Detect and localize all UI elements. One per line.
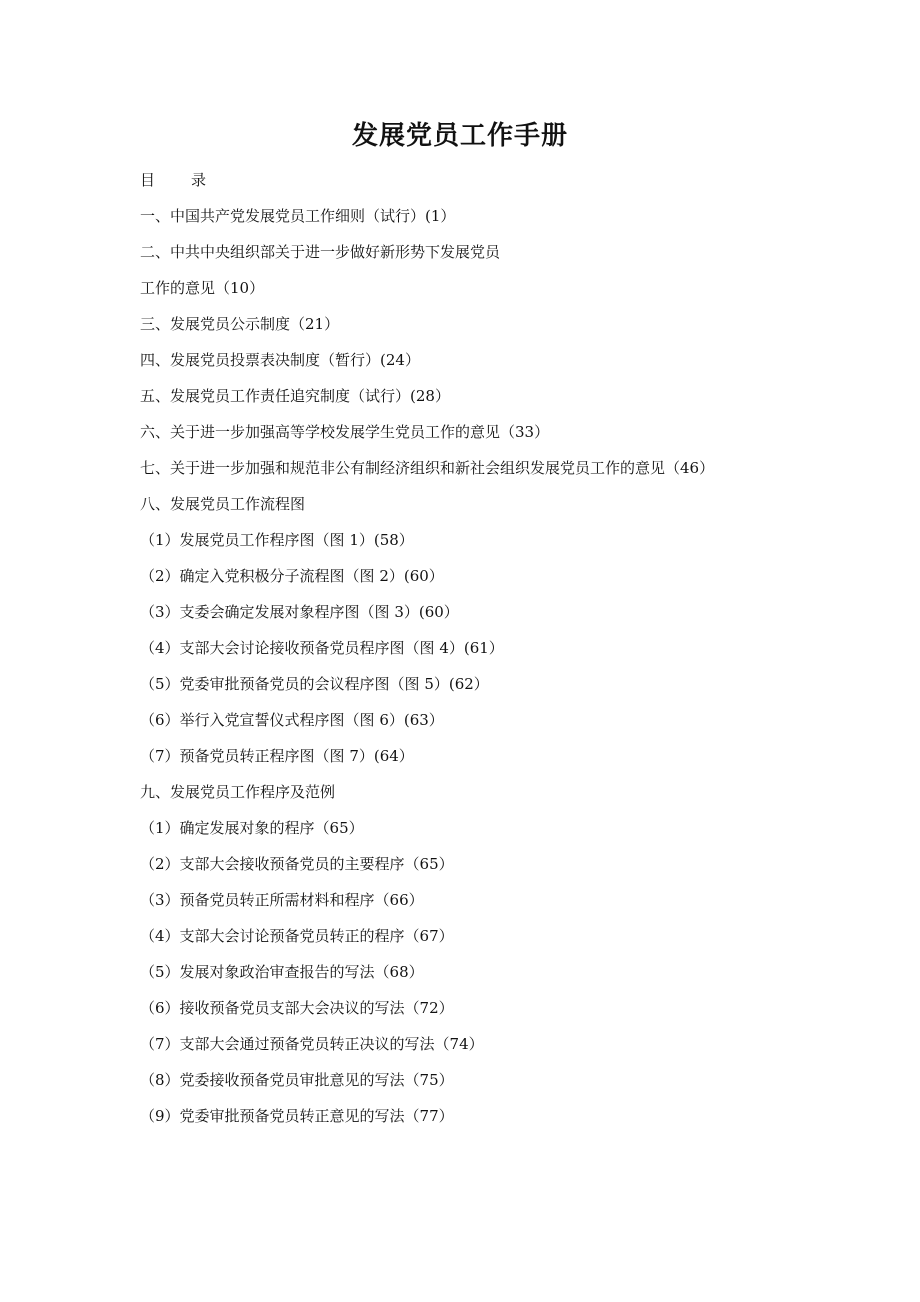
toc-subentry: （2）确定入党积极分子流程图（图 2）(60）: [140, 567, 444, 585]
toc-entry: 八、发展党员工作流程图: [140, 495, 306, 513]
table-of-contents: [140, 162, 820, 1134]
toc-heading: [140, 162, 820, 198]
toc-subentry: （3）预备党员转正所需材料和程序（66）: [140, 891, 424, 909]
toc-entry: 二、中共中央组织部关于进一步做好新形势下发展党员: [140, 243, 501, 261]
toc-entry: 一、中国共产党发展党员工作细则（试行）(1）: [140, 207, 456, 225]
document-title: 发展党员工作手册: [351, 121, 568, 151]
toc-subentry: （5）发展对象政治审查报告的写法（68）: [140, 963, 424, 981]
toc-entry: 七、关于进一步加强和规范非公有制经济组织和新社会组织发展党员工作的意见（46）: [140, 459, 715, 477]
toc-subentry: （4）支部大会讨论接收预备党员程序图（图 4）(61）: [140, 639, 504, 657]
toc-subentry: （1）发展党员工作程序图（图 1）(58）: [140, 531, 414, 549]
toc-entry: 六、关于进一步加强高等学校发展学生党员工作的意见（33）: [140, 423, 550, 441]
toc-entry: 九、发展党员工作程序及范例: [140, 783, 336, 801]
toc-subentry: （1）确定发展对象的程序（65）: [140, 819, 364, 837]
toc-subentry: （4）支部大会讨论预备党员转正的程序（67）: [140, 927, 454, 945]
toc-subentry: （7）支部大会通过预备党员转正决议的写法（74）: [140, 1035, 484, 1053]
toc-subentry: （8）党委接收预备党员审批意见的写法（75）: [140, 1071, 454, 1089]
toc-heading-part1: 目: [140, 171, 156, 189]
toc-entry: 四、发展党员投票表决制度（暂行）(24）: [140, 351, 420, 369]
toc-subentry: （5）党委审批预备党员的会议程序图（图 5）(62）: [140, 675, 489, 693]
toc-subentry: （7）预备党员转正程序图（图 7）(64）: [140, 747, 414, 765]
toc-heading-part2: 录: [191, 171, 207, 189]
toc-subentry: （9）党委审批预备党员转正意见的写法（77）: [140, 1107, 454, 1125]
toc-subentry: （3）支委会确定发展对象程序图（图 3）(60）: [140, 603, 459, 621]
toc-subentry: （6）接收预备党员支部大会决议的写法（72）: [140, 999, 454, 1017]
toc-subentry: （2）支部大会接收预备党员的主要程序（65）: [140, 855, 454, 873]
toc-subentry: （6）举行入党宣誓仪式程序图（图 6）(63）: [140, 711, 444, 729]
toc-entry: 三、发展党员公示制度（21）: [140, 315, 340, 333]
toc-entry: 五、发展党员工作责任追究制度（试行）(28）: [140, 387, 450, 405]
toc-entry: 工作的意见（10）: [140, 279, 265, 297]
